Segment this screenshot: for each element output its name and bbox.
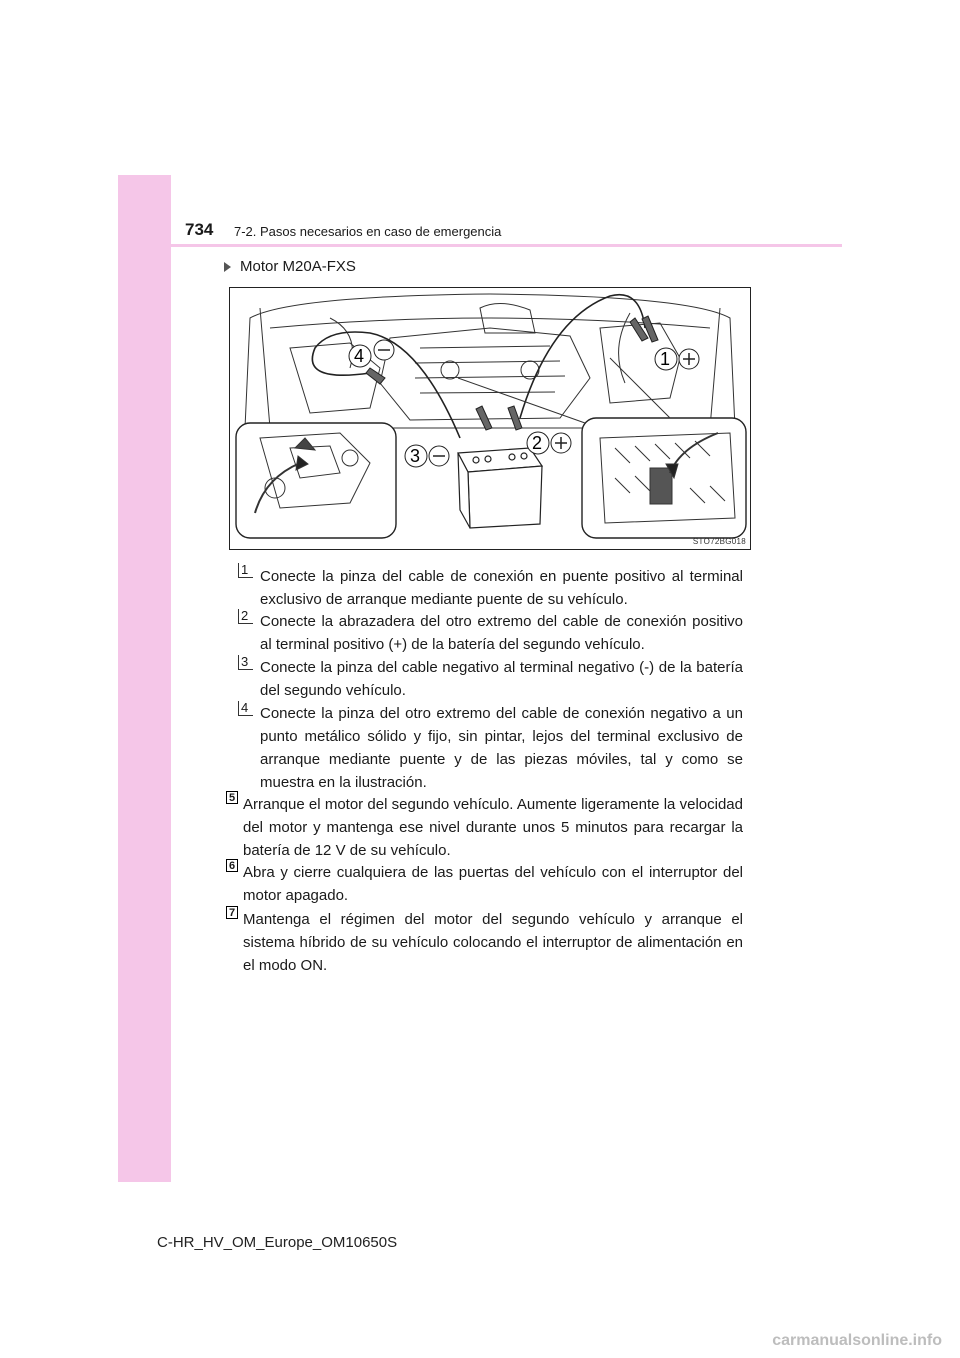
substep-3-text: Conecte la pinza del cable negativo al terminal negativo (-) de la batería del segundo vehículo.	[260, 659, 743, 699]
substep-1-text: Conecte la pinza del cable de conexión en puente positivo al terminal exclusivo de arranque mediante puente de su vehículo.	[260, 568, 743, 608]
step-marker-6: 6	[226, 859, 238, 872]
page-number: 734	[185, 220, 214, 239]
watermark: carmanualsonline.info	[772, 1332, 942, 1349]
callout-2: 2	[532, 433, 543, 453]
substep-marker-4: 4	[238, 701, 253, 716]
substep-2-text: Conecte la abrazadera del otro extremo del cable de conexión positivo al terminal positivo (+) de la batería del segundo vehículo.	[260, 613, 743, 653]
header-rule	[171, 244, 842, 247]
side-band	[118, 175, 171, 1182]
callout-3: 3	[410, 446, 421, 466]
subheading	[222, 258, 356, 275]
jump-start-illustration	[229, 287, 751, 550]
section-title: 7-2. Pasos necesarios en caso de emergencia	[234, 224, 502, 239]
step-marker-5: 5	[226, 791, 238, 804]
callout-1: 1	[660, 349, 671, 369]
engine-bay-drawing	[230, 288, 750, 549]
step-6-text: Abra y cierre cualquiera de las puertas del vehículo con el interruptor del motor apagado.	[243, 864, 743, 904]
footer-doc-id: C-HR_HV_OM_Europe_OM10650S	[157, 1234, 398, 1251]
step-5-text: Arranque el motor del segundo vehículo. Aumente ligeramente la velocidad del motor y mantenga ese nivel durante unos 5 minutos para recargar la batería de 12 V de su vehículo.	[243, 796, 743, 859]
step-marker-7: 7	[226, 906, 238, 919]
substep-marker-2: 2	[238, 609, 253, 624]
ground-point-inset	[236, 423, 396, 538]
step-7-text: Mantenga el régimen del motor del segundo vehículo y arranque el sistema híbrido de su vehículo colocando el interruptor de alimentación en el modo ON.	[243, 911, 743, 974]
triangle-bullet-icon	[224, 262, 231, 272]
callout-4: 4	[354, 346, 365, 366]
substep-marker-3: 3	[238, 655, 253, 670]
substep-4-text: Conecte la pinza del otro extremo del cable de conexión negativo a un punto metálico sólido y fijo, sin pintar, lejos del terminal exclusivo de arranque mediante puente y de las piezas móviles, tal y como se muestra en la ilustración.	[260, 705, 743, 791]
substep-marker-1: 1	[238, 563, 253, 578]
battery	[458, 448, 542, 528]
figure-code: STO72BG018	[692, 537, 746, 546]
subheading-text: Motor M20A-FXS	[240, 258, 356, 275]
